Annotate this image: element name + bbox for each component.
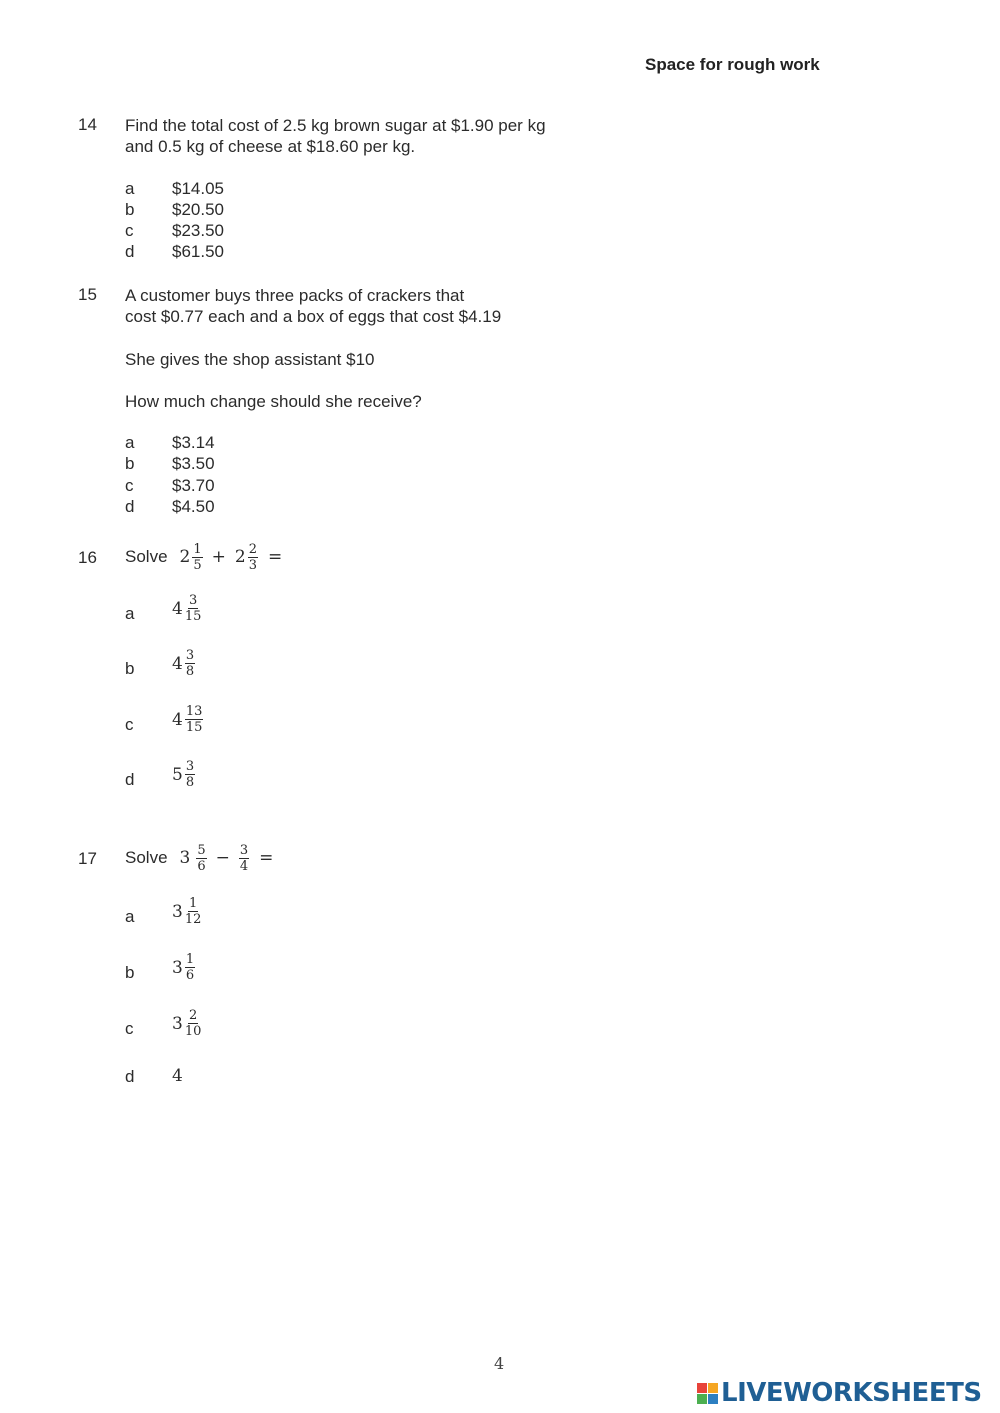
- question-15-number: 15: [78, 285, 97, 304]
- q16-option-a-numerator: 3: [188, 593, 198, 608]
- q17-term-2-denominator: 4: [239, 858, 249, 874]
- q17-option-a-whole: 3: [172, 901, 183, 922]
- q14-option-b-value: $20.50: [172, 200, 224, 219]
- q16-option-d-whole: 5: [172, 764, 183, 785]
- q16-option-a-fraction: [185, 594, 202, 623]
- q14-option-c-label[interactable]: c: [125, 221, 134, 240]
- q17-term-2-fraction: [239, 844, 249, 873]
- q16-term-2-numerator: 2: [248, 541, 257, 557]
- question-17-solve-label: Solve: [125, 848, 168, 867]
- question-16-number: 16: [78, 548, 97, 567]
- q17-option-d-label[interactable]: d: [125, 1067, 135, 1086]
- q16-option-c-fraction: [185, 705, 204, 734]
- q16-term-2-whole: 2: [234, 547, 246, 567]
- q16-option-b-value: [172, 649, 195, 678]
- q16-option-d-numerator: 3: [185, 759, 195, 774]
- logo-square-orange: [708, 1383, 718, 1393]
- q17-option-a-label[interactable]: a: [125, 907, 135, 926]
- q17-term-1-denominator: 6: [197, 858, 206, 874]
- q17-term-2-numerator: 3: [239, 842, 249, 858]
- question-16-solve-label: Solve: [125, 547, 168, 566]
- q17-term-1-whole: 3: [179, 848, 191, 868]
- q17-option-b-label[interactable]: b: [125, 963, 135, 982]
- question-16-expression: [125, 537, 291, 577]
- rough-work-heading: Space for rough work: [645, 55, 820, 74]
- q16-option-b-label[interactable]: b: [125, 659, 135, 678]
- q17-option-b-whole: 3: [172, 957, 183, 978]
- q16-option-a-denominator: 15: [184, 609, 202, 624]
- question-15-text: [125, 285, 501, 327]
- q14-option-a-label[interactable]: a: [125, 179, 135, 198]
- q16-option-c-label[interactable]: c: [125, 715, 134, 734]
- q16-option-c-denominator: 15: [185, 720, 203, 735]
- q17-option-a-fraction: [185, 897, 202, 926]
- q17-option-c-denominator: 10: [184, 1024, 202, 1039]
- q17-option-b-value: [172, 953, 195, 982]
- liveworksheets-logo-icon: [697, 1383, 718, 1404]
- q17-term-1: [180, 844, 207, 873]
- q16-term-1-numerator: 1: [193, 541, 202, 557]
- q16-operator: +: [211, 547, 226, 567]
- q17-option-c-numerator: 2: [188, 1008, 198, 1023]
- q16-term-2-denominator: 3: [248, 557, 257, 573]
- q17-option-c-whole: 3: [172, 1013, 183, 1034]
- q16-option-c-numerator: 13: [185, 704, 203, 719]
- q15-option-a-label[interactable]: a: [125, 433, 135, 452]
- question-17-expression: [125, 838, 282, 878]
- question-14-number: 14: [78, 115, 97, 134]
- question-15-line-4: How much change should she receive?: [125, 392, 422, 411]
- q17-option-b-numerator: 1: [185, 952, 195, 967]
- q17-option-b-fraction: [185, 953, 195, 982]
- q16-option-b-denominator: 8: [185, 664, 195, 679]
- logo-square-blue: [708, 1394, 718, 1404]
- question-15-line-3: She gives the shop assistant $10: [125, 350, 375, 369]
- q16-term-1-whole: 2: [179, 547, 191, 567]
- q17-option-a-denominator: 12: [184, 912, 202, 927]
- q16-option-b-fraction: [185, 649, 195, 678]
- question-15-line-1: A customer buys three packs of crackers that: [125, 286, 465, 305]
- q15-option-d-value: $4.50: [172, 497, 215, 516]
- q14-option-c-value: $23.50: [172, 221, 224, 240]
- q17-term-1-numerator: 5: [197, 842, 206, 858]
- q16-option-d-label[interactable]: d: [125, 770, 135, 789]
- q14-option-d-value: $61.50: [172, 242, 224, 261]
- q16-option-d-denominator: 8: [185, 775, 195, 790]
- q17-option-c-label[interactable]: c: [125, 1019, 134, 1038]
- q16-term-1: [180, 543, 203, 572]
- liveworksheets-logo: [697, 1378, 982, 1408]
- logo-square-green: [697, 1394, 707, 1404]
- q14-option-d-label[interactable]: d: [125, 242, 135, 261]
- q16-option-c-whole: 4: [172, 709, 183, 730]
- q16-option-a-whole: 4: [172, 598, 183, 619]
- q17-option-b-denominator: 6: [185, 968, 195, 983]
- q15-option-b-value: $3.50: [172, 454, 215, 473]
- q16-equals: =: [268, 547, 283, 567]
- q15-option-a-value: $3.14: [172, 433, 215, 452]
- q16-term-1-fraction: [192, 543, 202, 572]
- q16-option-b-whole: 4: [172, 653, 183, 674]
- q17-term-1-fraction: [196, 844, 206, 873]
- q16-option-a-label[interactable]: a: [125, 604, 135, 623]
- q16-term-1-denominator: 5: [193, 557, 202, 573]
- question-14-line-2: and 0.5 kg of cheese at $18.60 per kg.: [125, 137, 416, 156]
- q15-option-c-value: $3.70: [172, 476, 215, 495]
- q16-term-2: [235, 543, 258, 572]
- q17-operator: −: [215, 848, 230, 868]
- q17-option-c-value: [172, 1009, 201, 1038]
- q16-option-d-value: [172, 760, 195, 789]
- q16-term-2-fraction: [248, 543, 258, 572]
- q15-option-c-label[interactable]: c: [125, 476, 134, 495]
- q17-option-c-fraction: [185, 1009, 202, 1038]
- q16-option-c-value: [172, 705, 203, 734]
- q17-option-a-value: [172, 897, 201, 926]
- q17-option-a-numerator: 1: [188, 896, 198, 911]
- question-14-line-1: Find the total cost of 2.5 kg brown sugar at $1.90 per kg: [125, 116, 546, 135]
- q16-option-b-numerator: 3: [185, 648, 195, 663]
- q17-term-2: [239, 844, 249, 873]
- page-number: 4: [494, 1354, 505, 1373]
- q15-option-b-label[interactable]: b: [125, 454, 135, 473]
- question-17-number: 17: [78, 849, 97, 868]
- q17-equals: =: [259, 848, 274, 868]
- logo-square-red: [697, 1383, 707, 1393]
- q16-option-d-fraction: [185, 760, 195, 789]
- q14-option-b-label[interactable]: b: [125, 200, 135, 219]
- q17-option-d-value: 4: [172, 1066, 183, 1086]
- q15-option-d-label[interactable]: d: [125, 497, 135, 516]
- q14-option-a-value: $14.05: [172, 179, 224, 198]
- q16-option-a-value: [172, 594, 201, 623]
- liveworksheets-logo-text: LIVEWORKSHEETS: [721, 1378, 982, 1408]
- question-15-line-2: cost $0.77 each and a box of eggs that cost $4.19: [125, 307, 502, 326]
- question-14-text: [125, 115, 546, 157]
